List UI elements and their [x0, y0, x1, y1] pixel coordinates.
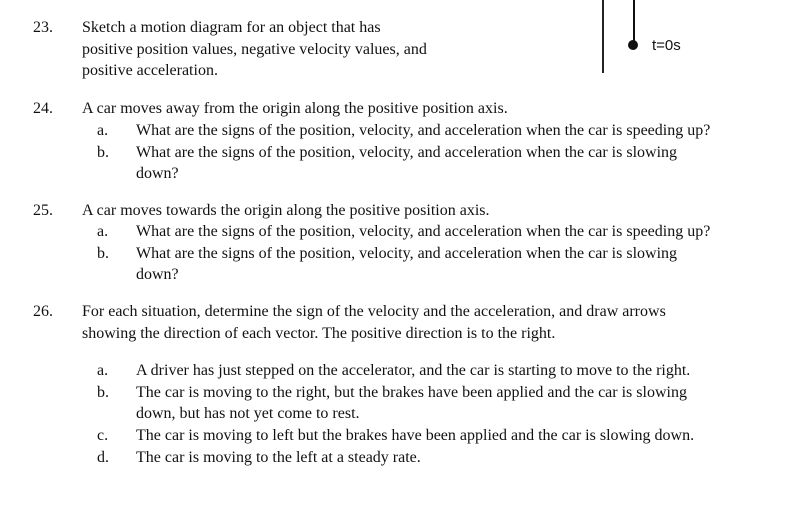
- question-23-text-line-1: Sketch a motion diagram for an object that has: [82, 19, 381, 36]
- question-24-b-text-line-2: down?: [136, 165, 179, 182]
- question-23-text-line-3: positive acceleration.: [82, 62, 218, 79]
- question-24-number: 24.: [33, 100, 53, 117]
- question-26-c-letter: c.: [97, 427, 109, 444]
- question-25-b-letter: b.: [97, 245, 109, 262]
- question-26-b-letter: b.: [97, 384, 109, 401]
- question-26-a-letter: a.: [97, 362, 109, 379]
- question-26-b-text-line-2: down, but has not yet come to rest.: [136, 405, 360, 422]
- question-25-a-text: What are the signs of the position, velocity, and acceleration when the car is speeding up?: [136, 223, 711, 240]
- motion-diagram-time-label: t=0s: [652, 37, 681, 54]
- question-24-b-letter: b.: [97, 144, 109, 161]
- question-26-d-letter: d.: [97, 449, 109, 466]
- question-26-a-text: A driver has just stepped on the accelerator, and the car is starting to move to the right.: [136, 362, 691, 379]
- question-26-b-text-line-1: The car is moving to the right, but the brakes have been applied and the car is slowing: [136, 384, 687, 401]
- question-26-stem-line-1: For each situation, determine the sign of the velocity and the acceleration, and draw arrows: [82, 303, 666, 320]
- position-axis-line: [602, 0, 604, 73]
- question-24-stem: A car moves away from the origin along the positive position axis.: [82, 100, 508, 117]
- question-24-a-text: What are the signs of the position, velocity, and acceleration when the car is speeding up?: [136, 122, 711, 139]
- question-25-b-text-line-1: What are the signs of the position, velocity, and acceleration when the car is slowing: [136, 245, 678, 262]
- question-25-stem: A car moves towards the origin along the positive position axis.: [82, 202, 490, 219]
- question-24-b-text-line-1: What are the signs of the position, velocity, and acceleration when the car is slowing: [136, 144, 678, 161]
- question-26-d-text: The car is moving to the left at a steady rate.: [136, 449, 421, 466]
- question-23-number: 23.: [33, 19, 53, 36]
- question-26-c-text: The car is moving to left but the brakes have been applied and the car is slowing down.: [136, 427, 695, 444]
- question-24-a-letter: a.: [97, 122, 109, 139]
- question-23-text-line-2: positive position values, negative velocity values, and: [82, 41, 427, 58]
- question-26-number: 26.: [33, 303, 53, 320]
- motion-diagram-marker-line: [633, 0, 635, 42]
- question-26-stem-line-2: showing the direction of each vector. The positive direction is to the right.: [82, 325, 556, 342]
- question-25-b-text-line-2: down?: [136, 266, 179, 283]
- question-25-number: 25.: [33, 202, 53, 219]
- motion-diagram-dot: [628, 40, 638, 50]
- question-25-a-letter: a.: [97, 223, 109, 240]
